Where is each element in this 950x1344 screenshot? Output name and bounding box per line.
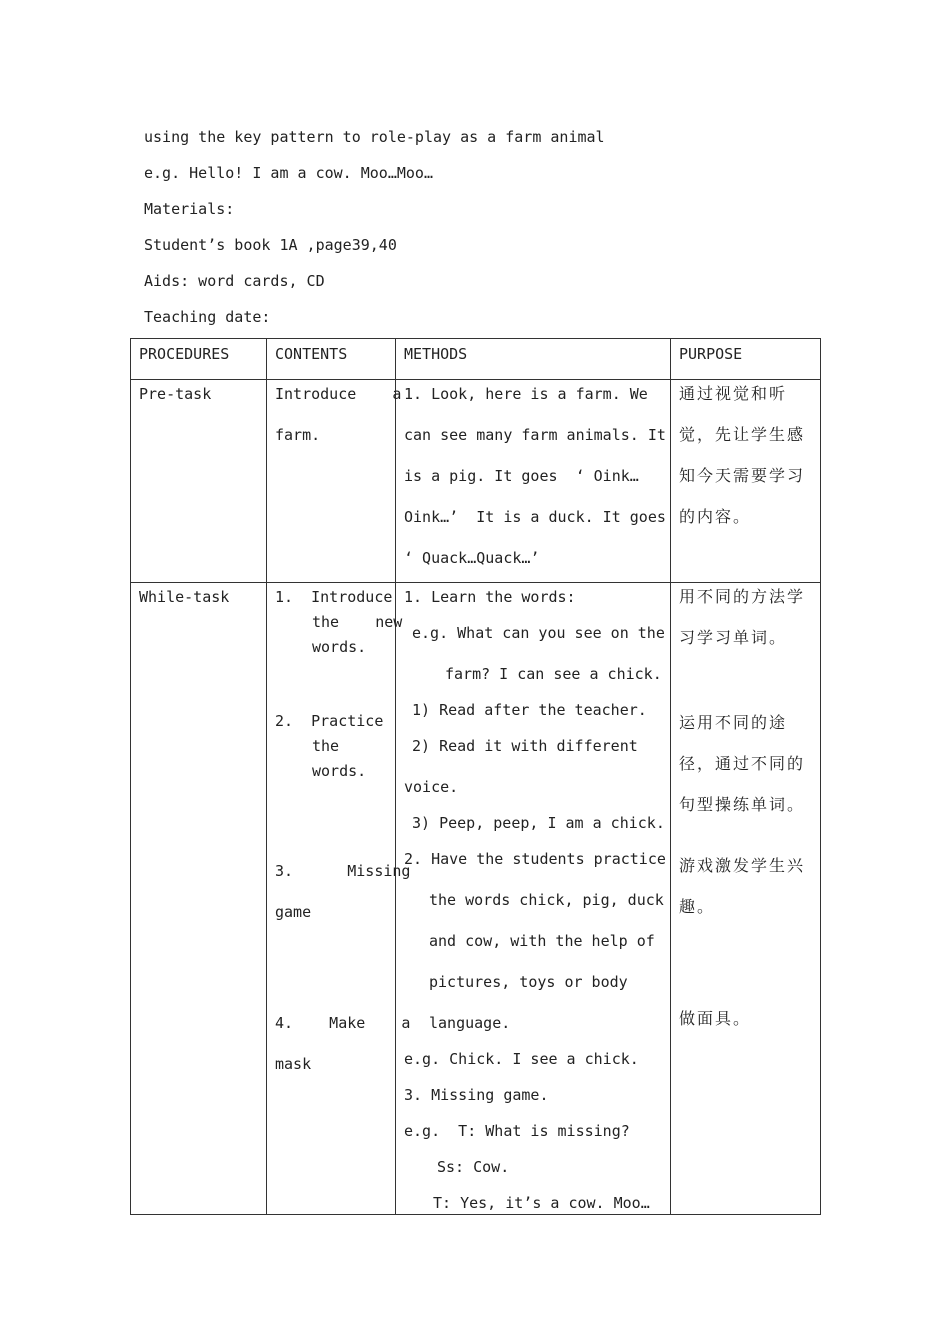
methods-line: language. [429, 1014, 511, 1032]
methods-line: the words chick, pig, duck [429, 891, 664, 909]
intro-line: Student’s book 1A ,page39,40 [144, 236, 397, 254]
procedure-whiletask: While-task [139, 588, 230, 606]
methods-line: T: Yes, it’s a cow. Moo… [433, 1194, 650, 1212]
purpose-line: 的内容。 [679, 507, 752, 526]
purpose-line: 游戏激发学生兴 [679, 856, 806, 875]
table-header-row [131, 339, 821, 380]
intro-line: Materials: [144, 200, 235, 218]
contents-line: game [275, 903, 312, 921]
contents-line: 2. Practice [275, 712, 384, 730]
table-row-whiletask [131, 583, 821, 1215]
header-purpose: PURPOSE [679, 345, 743, 363]
methods-line: 2) Read it with different [412, 737, 638, 755]
methods-line: 2. Have the students practice [404, 850, 666, 868]
contents-line: words. [312, 638, 367, 656]
purpose-line: 运用不同的途 [679, 713, 788, 732]
contents-line: farm. [275, 426, 321, 444]
methods-line: can see many farm animals. It [404, 426, 666, 444]
lesson-plan-table [130, 338, 821, 1215]
contents-line: 4. Make a [275, 1014, 411, 1032]
purpose-line: 知今天需要学习 [679, 466, 806, 485]
purpose-line: 趣。 [679, 897, 716, 916]
purpose-line: 习学习单词。 [679, 628, 788, 647]
intro-line: using the key pattern to role-play as a farm animal [144, 128, 605, 146]
contents-line: the [312, 737, 340, 755]
purpose-line: 通过视觉和听 [679, 384, 788, 403]
methods-line: farm? I can see a chick. [445, 665, 662, 683]
methods-line: 1) Read after the teacher. [412, 701, 647, 719]
purpose-line: 觉，先让学生感 [679, 425, 806, 444]
methods-line: e.g. T: What is missing? [404, 1122, 630, 1140]
methods-line: voice. [404, 778, 459, 796]
methods-line: e.g. Chick. I see a chick. [404, 1050, 639, 1068]
purpose-line: 用不同的方法学 [679, 587, 806, 606]
purpose-line: 句型操练单词。 [679, 795, 806, 814]
methods-line: pictures, toys or body [429, 973, 628, 991]
purpose-line: 径，通过不同的 [679, 754, 806, 773]
header-methods: METHODS [404, 345, 468, 363]
methods-line: ‘ Quack…Quack…’ [404, 549, 540, 567]
methods-line: 1. Learn the words: [404, 588, 576, 606]
table-row-pretask [131, 380, 821, 583]
purpose-line: 做面具。 [679, 1009, 752, 1028]
contents-line: Introduce a [275, 385, 402, 403]
intro-line: e.g. Hello! I am a cow. Moo…Moo… [144, 164, 433, 182]
contents-line: mask [275, 1055, 312, 1073]
methods-line: 3. Missing game. [404, 1086, 549, 1104]
procedure-pretask: Pre-task [139, 385, 212, 403]
header-procedures: PROCEDURES [139, 345, 230, 363]
methods-line: is a pig. It goes ‘ Oink… [404, 467, 639, 485]
contents-line: words. [312, 762, 367, 780]
contents-line: 3. Missing [275, 862, 411, 880]
methods-line: Oink…’ It is a duck. It goes [404, 508, 666, 526]
header-contents: CONTENTS [275, 345, 348, 363]
methods-line: Ss: Cow. [437, 1158, 510, 1176]
methods-line: and cow, with the help of [429, 932, 655, 950]
intro-line: Aids: word cards, CD [144, 272, 325, 290]
methods-line: e.g. What can you see on the [412, 624, 665, 642]
contents-line: the new [312, 613, 403, 631]
methods-line: 1. Look, here is a farm. We [404, 385, 648, 403]
intro-line: Teaching date: [144, 308, 271, 326]
methods-line: 3) Peep, peep, I am a chick. [412, 814, 665, 832]
contents-line: 1. Introduce [275, 588, 393, 606]
